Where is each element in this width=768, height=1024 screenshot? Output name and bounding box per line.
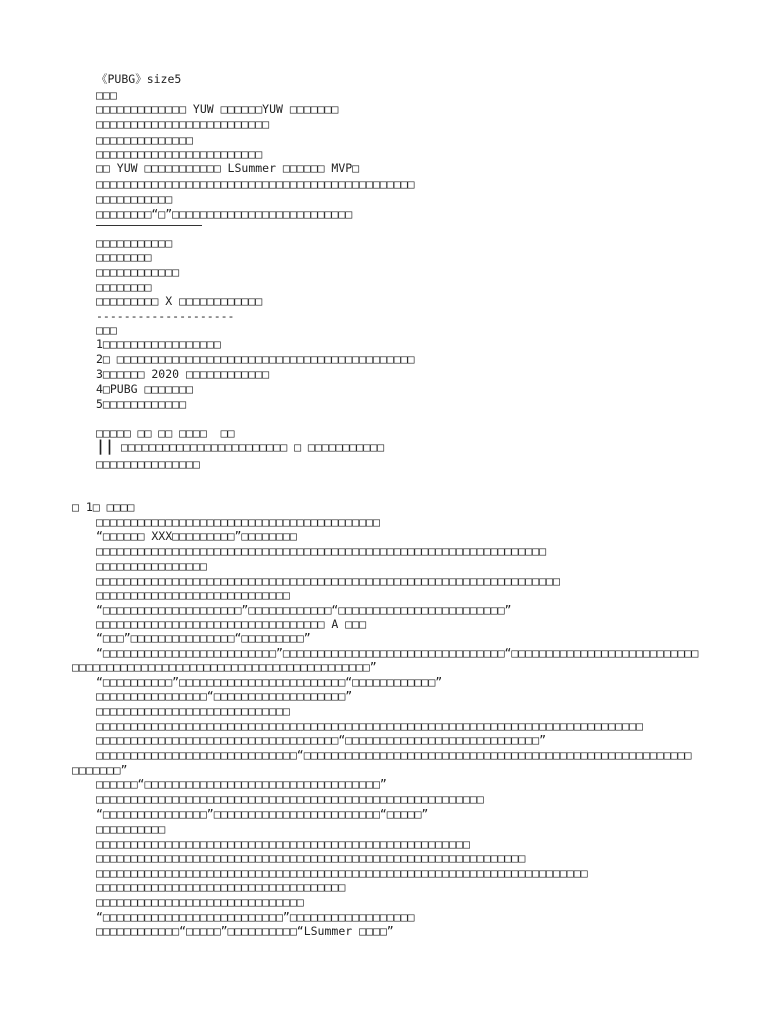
list-item-4: 4□PUBG □□□□□□□	[96, 382, 193, 396]
meta-line-14	[96, 439, 384, 454]
header-line-10: □□□□□□□□“□”□□□□□□□□□□□□□□□□□□□□□□□□□□	[96, 207, 353, 221]
list-heading: □□□	[96, 323, 117, 337]
header-line-2: □□□	[96, 88, 117, 102]
meta-line-15: □□□□□□□□□□□□□□□	[96, 457, 200, 471]
body-line-16: □□□□□□□□□□□□□□□□□□□□□□□□□□□□□□□□□□□“□□□□□□□□□□□□□□□□□□□□□□□□□□□□”	[96, 733, 547, 747]
body-line-20: □□□□□□□□□□□□□□□□□□□□□□□□□□□□□□□□□□□□□□□□□□□□□□□□□□□□□□□□	[96, 792, 484, 806]
header-line-9: □□□□□□□□□□□	[96, 192, 173, 206]
meta-line-1: □□□□□□□□□□□	[96, 236, 173, 250]
body-line-4: □□□□□□□□□□□□□□□□	[96, 559, 207, 573]
body-line-7: “□□□□□□□□□□□□□□□□□□□□”□□□□□□□□□□□□“□□□□□□□□□□□□□□□□□□□□□□□□”	[96, 603, 512, 617]
section-divider	[96, 225, 202, 226]
body-line-25: □□□□□□□□□□□□□□□□□□□□□□□□□□□□□□□□□□□□□□□□□□□□□□□□□□□□□□□□□□□□□□□□□□□□□□□	[96, 866, 588, 880]
header-line-6: □□□□□□□□□□□□□□□□□□□□□□□□	[96, 147, 263, 161]
body-line-27: □□□□□□□□□□□□□□□□□□□□□□□□□□□□□□	[96, 895, 304, 909]
body-line-8: □□□□□□□□□□□□□□□□□□□□□□□□□□□□□□□□□ A □□□	[96, 617, 367, 631]
double-bar-icon: ||	[96, 437, 115, 455]
body-line-11: □□□□□□□□□□□□□□□□□□□□□□□□□□□□□□□□□□□□□□□□□□□”	[72, 660, 377, 674]
header-line-3: □□□□□□□□□□□□□ YUW □□□□□□YUW □□□□□□□	[96, 102, 339, 116]
body-line-14: □□□□□□□□□□□□□□□□□□□□□□□□□□□□	[96, 704, 290, 718]
body-line-2: “□□□□□□ XXX□□□□□□□□□”□□□□□□□□	[96, 529, 297, 543]
body-line-6: □□□□□□□□□□□□□□□□□□□□□□□□□□□□	[96, 588, 290, 602]
meta-line-4: □□□□□□□□	[96, 280, 152, 294]
chapter-title: □ 1□ □□□□	[72, 500, 135, 514]
body-line-10: “□□□□□□□□□□□□□□□□□□□□□□□□□”□□□□□□□□□□□□□□□□□□□□□□□□□□□□□□□□“□□□□□□□□□□□□□□□□□□□□□□□□□□□	[96, 646, 699, 660]
body-line-26: □□□□□□□□□□□□□□□□□□□□□□□□□□□□□□□□□□□□	[96, 880, 346, 894]
meta-line-5: □□□□□□□□□ X □□□□□□□□□□□□	[96, 294, 263, 308]
body-line-13: □□□□□□□□□□□□□□□□“□□□□□□□□□□□□□□□□□□□”	[96, 689, 353, 703]
list-item-1: 1□□□□□□□□□□□□□□□□□	[96, 337, 221, 351]
body-line-17: □□□□□□□□□□□□□□□□□□□□□□□□□□□□□“□□□□□□□□□□□□□□□□□□□□□□□□□□□□□□□□□□□□□□□□□□□□□□□□□□□□□□□□	[96, 748, 692, 762]
body-line-15: □□□□□□□□□□□□□□□□□□□□□□□□□□□□□□□□□□□□□□□□□□□□□□□□□□□□□□□□□□□□□□□□□□□□□□□□□□□□□□□	[96, 719, 643, 733]
list-item-2: 2□ □□□□□□□□□□□□□□□□□□□□□□□□□□□□□□□□□□□□□□□□□□□	[96, 352, 415, 366]
meta-line-3: □□□□□□□□□□□□	[96, 265, 180, 279]
doc-title-line: 《PUBG》size5	[96, 72, 182, 86]
header-line-5: □□□□□□□□□□□□□□	[96, 133, 193, 147]
header-line-8: □□□□□□□□□□□□□□□□□□□□□□□□□□□□□□□□□□□□□□□□□□□□□□	[96, 177, 415, 191]
body-line-21: “□□□□□□□□□□□□□□□”□□□□□□□□□□□□□□□□□□□□□□□□“□□□□□”	[96, 807, 429, 821]
body-line-24: □□□□□□□□□□□□□□□□□□□□□□□□□□□□□□□□□□□□□□□□□□□□□□□□□□□□□□□□□□□□□□	[96, 851, 526, 865]
body-line-5: □□□□□□□□□□□□□□□□□□□□□□□□□□□□□□□□□□□□□□□□□□□□□□□□□□□□□□□□□□□□□□□□□□□	[96, 574, 560, 588]
body-line-12: “□□□□□□□□□□”□□□□□□□□□□□□□□□□□□□□□□□□“□□□□□□□□□□□□”	[96, 675, 443, 689]
dashed-separator: --------------------	[96, 309, 235, 323]
meta-line-13: □□□□□ □□ □□ □□□□ □□	[96, 426, 235, 440]
list-item-3: 3□□□□□□ 2020 □□□□□□□□□□□□	[96, 367, 270, 381]
body-line-3: □□□□□□□□□□□□□□□□□□□□□□□□□□□□□□□□□□□□□□□□□□□□□□□□□□□□□□□□□□□□□□□□□	[96, 544, 547, 558]
body-line-28: “□□□□□□□□□□□□□□□□□□□□□□□□□□”□□□□□□□□□□□□□□□□□□	[96, 910, 415, 924]
body-line-18: □□□□□□□”	[72, 763, 128, 777]
meta-line-14-text: □□□□□□□□□□□□□□□□□□□□□□□□ □ □□□□□□□□□□□	[121, 440, 385, 454]
header-line-7: □□ YUW □□□□□□□□□□□ LSummer □□□□□□ MVP□	[96, 161, 360, 175]
meta-line-2: □□□□□□□□	[96, 250, 152, 264]
list-item-5: 5□□□□□□□□□□□□	[96, 397, 187, 411]
header-line-4: □□□□□□□□□□□□□□□□□□□□□□□□□	[96, 117, 270, 131]
body-line-22: □□□□□□□□□□	[96, 822, 166, 836]
body-line-1: □□□□□□□□□□□□□□□□□□□□□□□□□□□□□□□□□□□□□□□□□	[96, 515, 380, 529]
body-line-9: “□□□”□□□□□□□□□□□□□□□“□□□□□□□□□”	[96, 631, 311, 645]
body-line-19: □□□□□□“□□□□□□□□□□□□□□□□□□□□□□□□□□□□□□□□□□”	[96, 777, 387, 791]
body-line-29: □□□□□□□□□□□□“□□□□□”□□□□□□□□□□“LSummer □□□□”	[96, 924, 394, 938]
body-line-23: □□□□□□□□□□□□□□□□□□□□□□□□□□□□□□□□□□□□□□□□□□□□□□□□□□□□□□	[96, 837, 470, 851]
